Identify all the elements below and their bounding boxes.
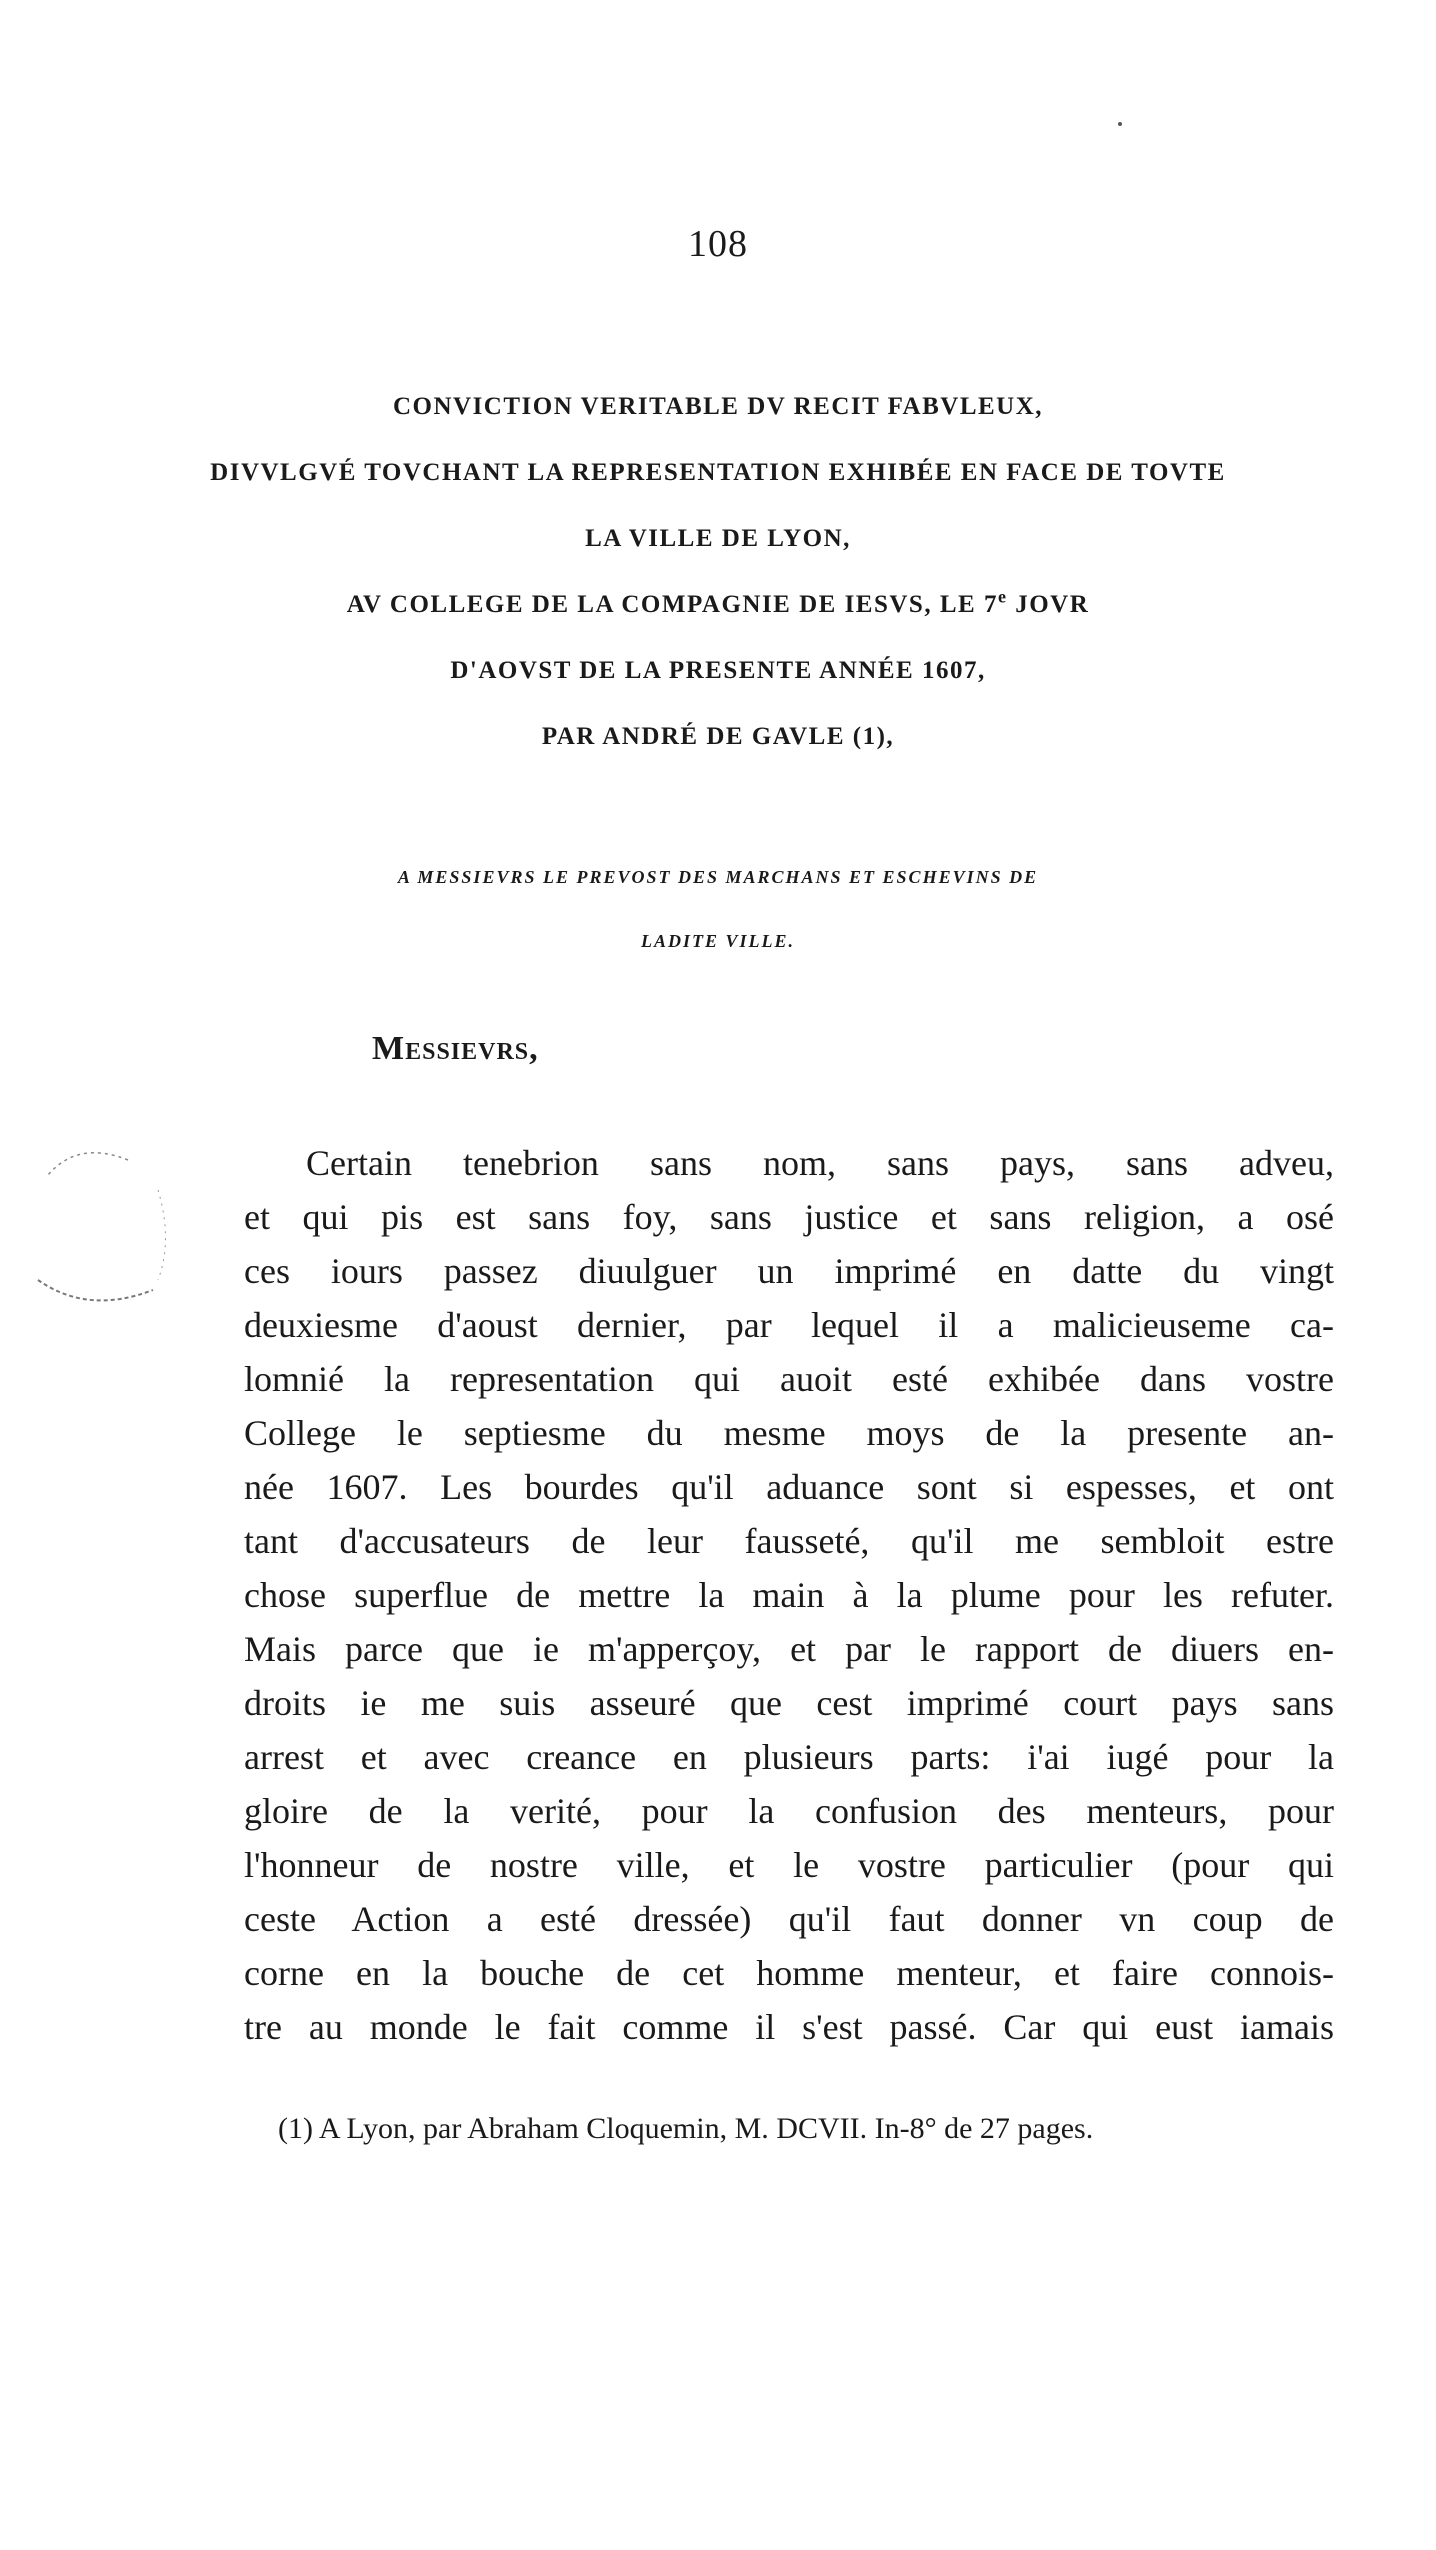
title-line: DIVVLGVÉ TOVCHANT LA REPRESENTATION EXHIBÉE EN FACE DE TOVTE — [210, 459, 1226, 486]
address-line: LADITE VILLE. — [640, 931, 795, 951]
body-line: deuxiesme d'aoust dernier, par lequel il a malicieuseme ca- — [244, 1305, 1334, 1345]
title-line-tail: JOVR — [1007, 591, 1090, 618]
title-line: CONVICTION VERITABLE DV RECIT FABVLEUX, — [392, 393, 1044, 420]
address-line: A MESSIEVRS LE PREVOST DES MARCHANS ET ESCHEVINS DE — [397, 867, 1039, 887]
title-block — [0, 374, 1436, 770]
scan-speck — [1118, 122, 1122, 126]
body-line: lomnié la representation qui auoit esté exhibée dans vostre — [244, 1359, 1334, 1399]
body-line: Certain tenebrion sans nom, sans pays, sans adveu, — [306, 1143, 1334, 1183]
title-line-with-date — [0, 572, 1436, 638]
ordinal-superscript: e — [997, 586, 1008, 607]
body-paragraph — [244, 1136, 1334, 2054]
body-line: née 1607. Les bourdes qu'il aduance sont si espesses, et ont — [244, 1467, 1334, 1507]
dedication-address — [0, 845, 1436, 973]
page-number: 108 — [688, 223, 748, 265]
body-line: ceste Action a esté dressée) qu'il faut donner vn coup de — [244, 1899, 1334, 1939]
body-line: tant d'accusateurs de leur fausseté, qu'il me sembloit estre — [244, 1521, 1334, 1561]
body-line: College le septiesme du mesme moys de la presente an- — [244, 1413, 1334, 1453]
body-line: droits ie me suis asseuré que cest imprimé court pays sans — [244, 1683, 1334, 1723]
body-line: l'honneur de nostre ville, et le vostre particulier (pour qui — [244, 1845, 1334, 1885]
title-line: D'AOVST DE LA PRESENTE ANNÉE 1607, — [450, 657, 986, 684]
salutation: Messievrs, — [372, 1030, 539, 1067]
footnote: (1) A Lyon, par Abraham Cloquemin, M. DCVII. In-8° de 27 pages. — [278, 2112, 1094, 2145]
body-line: chose superflue de mettre la main à la plume pour les refuter. — [244, 1575, 1334, 1615]
body-line: arrest et avec creance en plusieurs parts: i'ai iugé pour la — [244, 1737, 1334, 1777]
title-line: PAR ANDRÉ DE GAVLE (1), — [541, 723, 895, 750]
body-line: Mais parce que ie m'apperçoy, et par le rapport de diuers en- — [244, 1629, 1334, 1669]
body-line: ces iours passez diuulguer un imprimé en datte du vingt — [244, 1251, 1334, 1291]
title-line-text: AV COLLEGE DE LA COMPAGNIE DE IESVS, LE 7 — [346, 591, 998, 618]
title-line: LA VILLE DE LYON, — [585, 525, 851, 552]
body-line: gloire de la verité, pour la confusion des menteurs, pour — [244, 1791, 1334, 1831]
margin-scan-mark — [18, 1130, 168, 1330]
body-line: tre au monde le fait comme il s'est passé. Car qui eust iamais — [244, 2007, 1334, 2047]
body-line: corne en la bouche de cet homme menteur, et faire connois- — [244, 1953, 1334, 1993]
body-line: et qui pis est sans foy, sans justice et sans religion, a osé — [244, 1197, 1334, 1237]
